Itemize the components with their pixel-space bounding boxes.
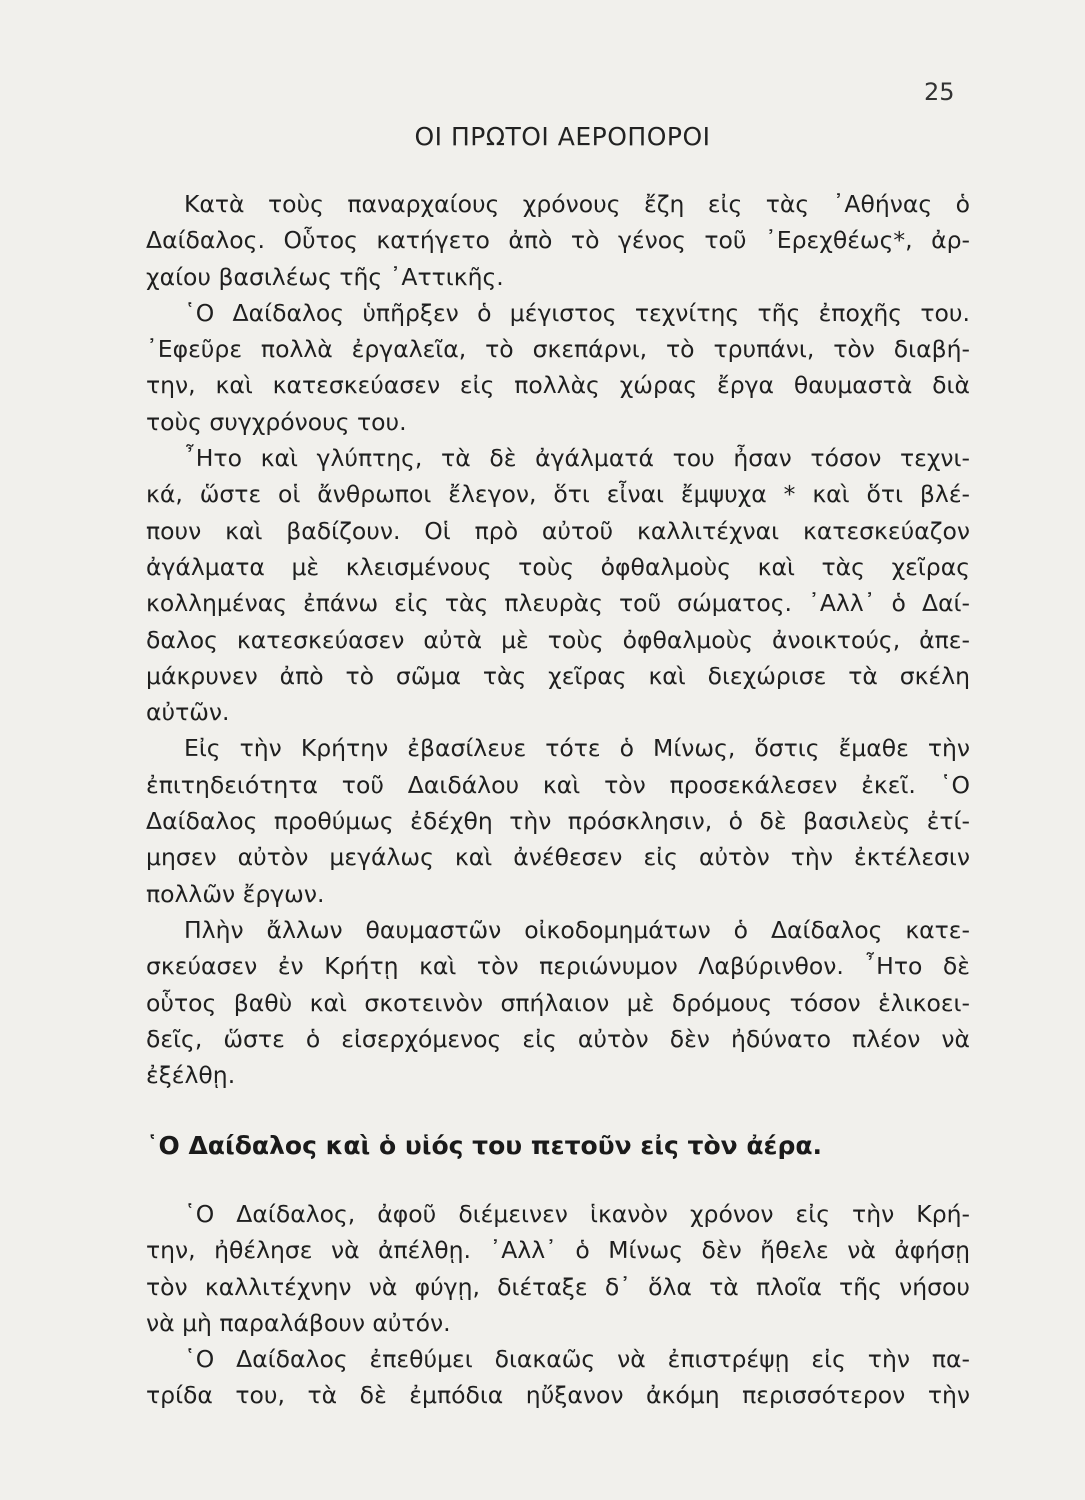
text-line: νὰ μὴ παραλάβουν αὐτόν.: [146, 1308, 451, 1337]
text-line: αὐτῶν.: [146, 698, 230, 727]
text-line: την, καὶ κατεσκεύασεν εἰς πολλὰς χώρας ἔργα θαυμαστὰ διὰ: [146, 371, 970, 400]
text-line: την, ἠθέλησε νὰ ἀπέλθῃ. ᾿Αλλ᾿ ὁ Μίνως δὲν ἤθελε νὰ ἀφήσῃ: [146, 1236, 970, 1265]
text-line: τοὺς συγχρόνους του.: [146, 407, 407, 436]
text-line: τρίδα του, τὰ δὲ ἐμπόδια ηὔξανον ἀκόμη περισσότερον τὴν: [146, 1381, 970, 1410]
text-line: οὗτος βαθὺ καὶ σκοτεινὸν σπήλαιον μὲ δρόμους τόσον ἑλικοει-: [146, 988, 970, 1017]
text-line: πουν καὶ βαδίζουν. Οἱ πρὸ αὐτοῦ καλλιτέχναι κατεσκεύαζον: [146, 516, 970, 545]
text-line: μάκρυνεν ἀπὸ τὸ σῶμα τὰς χεῖρας καὶ διεχώρισε τὰ σκέλη: [146, 661, 970, 690]
text-line: σκεύασεν ἐν Κρήτῃ καὶ τὸν περιώνυμον Λαβύρινθον. ῏Ητο δὲ: [146, 952, 970, 981]
text-line: Δαίδαλος. Οὗτος κατήγετο ἀπὸ τὸ γένος τοῦ ᾿Ερεχθέως*, ἀρ-: [146, 226, 970, 255]
section-heading: ῾Ο Δαίδαλος καὶ ὁ υἱός του πετοῦν εἰς τὸν ἀέρα.: [146, 1131, 823, 1160]
text-line: τὸν καλλιτέχνην νὰ φύγῃ, διέταξε δ᾿ ὅλα τὰ πλοῖα τῆς νήσου: [146, 1272, 970, 1301]
text-line: χαίου βασιλέως τῆς ᾿Αττικῆς.: [146, 262, 504, 291]
text-line: κολλημένας ἐπάνω εἰς τὰς πλευρὰς τοῦ σώματος. ᾿Αλλ᾿ ὁ Δαί-: [146, 589, 970, 618]
section-text-block: [146, 1196, 970, 1414]
text-line: μησεν αὐτὸν μεγάλως καὶ ἀνέθεσεν εἰς αὐτὸν τὴν ἐκτέλεσιν: [146, 843, 970, 872]
main-text-block: [146, 186, 970, 1093]
text-line: Κατὰ τοὺς παναρχαίους χρόνους ἔζη εἰς τὰς ᾿Αθήνας ὁ: [184, 190, 970, 218]
text-line: ῏Ητο καὶ γλύπτης, τὰ δὲ ἀγάλματά του ἦσαν τόσον τεχνι-: [184, 444, 970, 473]
text-line: Πλὴν ἄλλων θαυμαστῶν οἰκοδομημάτων ὁ Δαίδαλος κατε-: [184, 915, 970, 944]
text-line: ἐξέλθῃ.: [146, 1061, 236, 1090]
text-line: Δαίδαλος προθύμως ἐδέχθη τὴν πρόσκλησιν, ὁ δὲ βασιλεὺς ἐτί-: [146, 807, 970, 836]
text-line: κά, ὥστε οἱ ἄνθρωποι ἔλεγον, ὅτι εἶναι ἔμψυχα * καὶ ὅτι βλέ-: [146, 480, 970, 509]
text-line: ῾Ο Δαίδαλος ὑπῆρξεν ὁ μέγιστος τεχνίτης τῆς ἐποχῆς του.: [184, 298, 970, 327]
page-number: 25: [924, 78, 955, 106]
text-line: ἀγάλματα μὲ κλεισμένους τοὺς ὀφθαλμοὺς καὶ τὰς χεῖρας: [146, 552, 970, 581]
chapter-title: ΟΙ ΠΡΩΤΟΙ ΑΕΡΟΠΟΡΟΙ: [414, 122, 711, 151]
text-line: ῾Ο Δαίδαλος ἐπεθύμει διακαῶς νὰ ἐπιστρέψῃ εἰς τὴν πα-: [184, 1345, 970, 1374]
text-line: δεῖς, ὥστε ὁ εἰσερχόμενος εἰς αὐτὸν δὲν ἠδύνατο πλέον νὰ: [146, 1024, 970, 1053]
text-line: Εἰς τὴν Κρήτην ἐβασίλευε τότε ὁ Μίνως, ὅστις ἔμαθε τὴν: [184, 734, 970, 763]
text-line: ἐπιτηδειότητα τοῦ Δαιδάλου καὶ τὸν προσεκάλεσεν ἐκεῖ. ῾Ο: [146, 770, 970, 799]
text-line: ῾Ο Δαίδαλος, ἀφοῦ διέμεινεν ἱκανὸν χρόνον εἰς τὴν Κρή-: [184, 1200, 970, 1228]
text-line: πολλῶν ἔργων.: [146, 879, 325, 908]
text-line: ᾿Εφεῦρε πολλὰ ἐργαλεῖα, τὸ σκεπάρνι, τὸ τρυπάνι, τὸν διαβή-: [146, 335, 970, 364]
text-line: δαλος κατεσκεύασεν αὐτὰ μὲ τοὺς ὀφθαλμοὺς ἀνοικτούς, ἀπε-: [146, 625, 970, 654]
